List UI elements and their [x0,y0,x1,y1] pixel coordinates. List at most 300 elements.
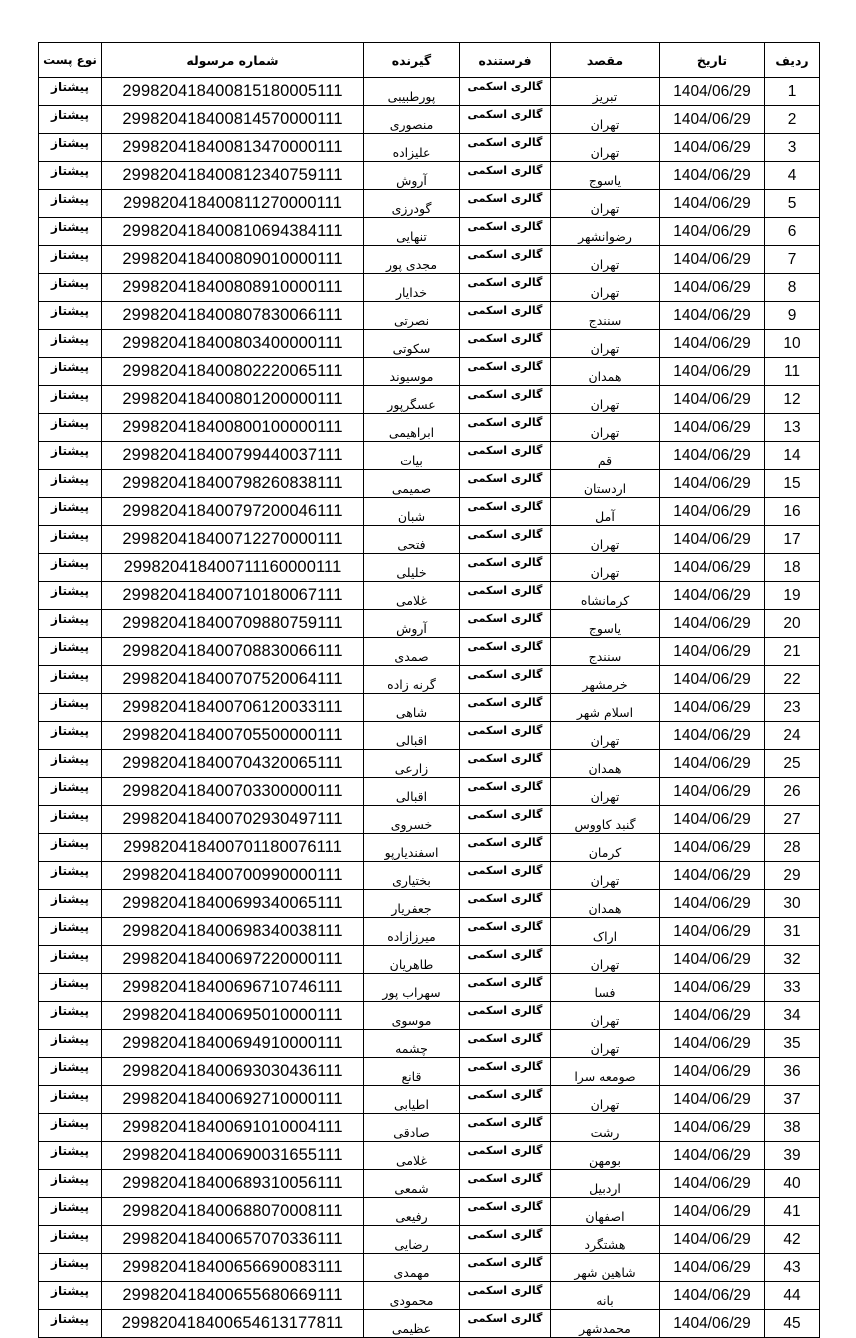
table-row [39,582,820,610]
row-number-cell: 6 [765,218,820,246]
date-cell: 1404/06/29 [660,554,765,582]
receiver-cell: پورطبیبی [364,78,460,106]
tracking-number-cell: 299820418400693030436111 [102,1058,364,1086]
tracking-number-cell: 299820418400815180005111 [102,78,364,106]
tracking-number-cell: 299820418400692710000111 [102,1086,364,1114]
table-row [39,386,820,414]
row-number-cell: 41 [765,1198,820,1226]
destination-cell: تهران [551,246,660,274]
destination-cell: تهران [551,946,660,974]
sender-cell: گالری اسکمی [460,946,551,974]
sender-cell: گالری اسکمی [460,302,551,330]
destination-cell: تهران [551,414,660,442]
date-cell: 1404/06/29 [660,1086,765,1114]
sender-cell: گالری اسکمی [460,1142,551,1170]
table-row [39,1170,820,1198]
post-type-cell: پیشتاز [39,1142,102,1170]
row-number-cell: 16 [765,498,820,526]
table-row [39,778,820,806]
destination-cell: رشت [551,1114,660,1142]
tracking-number-cell: 299820418400704320065111 [102,750,364,778]
destination-cell: همدان [551,750,660,778]
receiver-cell: طاهریان [364,946,460,974]
tracking-number-cell: 299820418400695010000111 [102,1002,364,1030]
header-sender: فرستنده [460,43,551,78]
destination-cell: یاسوج [551,162,660,190]
table-row [39,610,820,638]
date-cell: 1404/06/29 [660,1030,765,1058]
receiver-cell: آروش [364,162,460,190]
sender-cell: گالری اسکمی [460,1002,551,1030]
sender-cell: گالری اسکمی [460,638,551,666]
row-number-cell: 12 [765,386,820,414]
tracking-number-cell: 299820418400657070336111 [102,1226,364,1254]
receiver-cell: خلیلی [364,554,460,582]
destination-cell: قم [551,442,660,470]
shipment-sheet [38,42,812,1338]
table-row [39,554,820,582]
receiver-cell: شمعی [364,1170,460,1198]
date-cell: 1404/06/29 [660,722,765,750]
table-row [39,246,820,274]
date-cell: 1404/06/29 [660,974,765,1002]
row-number-cell: 37 [765,1086,820,1114]
row-number-cell: 18 [765,554,820,582]
post-type-cell: پیشتاز [39,442,102,470]
tracking-number-cell: 299820418400654613177811 [102,1310,364,1338]
receiver-cell: خدایار [364,274,460,302]
header-receiver: گیرنده [364,43,460,78]
destination-cell: کرمان [551,834,660,862]
date-cell: 1404/06/29 [660,750,765,778]
tracking-number-cell: 299820418400802220065111 [102,358,364,386]
sender-cell: گالری اسکمی [460,470,551,498]
destination-cell: کرمانشاه [551,582,660,610]
tracking-number-cell: 299820418400702930497111 [102,806,364,834]
sender-cell: گالری اسکمی [460,1282,551,1310]
row-number-cell: 4 [765,162,820,190]
date-cell: 1404/06/29 [660,134,765,162]
receiver-cell: گودرزی [364,190,460,218]
destination-cell: همدان [551,358,660,386]
post-type-cell: پیشتاز [39,694,102,722]
date-cell: 1404/06/29 [660,218,765,246]
tracking-number-cell: 299820418400700990000111 [102,862,364,890]
row-number-cell: 15 [765,470,820,498]
table-row [39,1058,820,1086]
post-type-cell: پیشتاز [39,750,102,778]
table-row [39,666,820,694]
receiver-cell: بیات [364,442,460,470]
receiver-cell: مهمدی [364,1254,460,1282]
destination-cell: خرمشهر [551,666,660,694]
receiver-cell: شبان [364,498,460,526]
sender-cell: گالری اسکمی [460,134,551,162]
post-type-cell: پیشتاز [39,386,102,414]
row-number-cell: 39 [765,1142,820,1170]
table-row [39,1086,820,1114]
row-number-cell: 11 [765,358,820,386]
sender-cell: گالری اسکمی [460,498,551,526]
receiver-cell: قانع [364,1058,460,1086]
post-type-cell: پیشتاز [39,806,102,834]
table-row [39,862,820,890]
tracking-number-cell: 299820418400807830066111 [102,302,364,330]
sender-cell: گالری اسکمی [460,890,551,918]
table-row [39,414,820,442]
table-row [39,1114,820,1142]
post-type-cell: پیشتاز [39,78,102,106]
post-type-cell: پیشتاز [39,358,102,386]
row-number-cell: 21 [765,638,820,666]
receiver-cell: صمیمی [364,470,460,498]
date-cell: 1404/06/29 [660,414,765,442]
date-cell: 1404/06/29 [660,946,765,974]
receiver-cell: صمدی [364,638,460,666]
destination-cell: هشتگرد [551,1226,660,1254]
table-body [39,78,820,1338]
sender-cell: گالری اسکمی [460,582,551,610]
date-cell: 1404/06/29 [660,442,765,470]
post-type-cell: پیشتاز [39,918,102,946]
table-row [39,302,820,330]
receiver-cell: گرنه زاده [364,666,460,694]
date-cell: 1404/06/29 [660,274,765,302]
destination-cell: تهران [551,386,660,414]
destination-cell: گنبد کاووس [551,806,660,834]
date-cell: 1404/06/29 [660,470,765,498]
destination-cell: اسلام شهر [551,694,660,722]
table-row [39,806,820,834]
table-row [39,358,820,386]
post-type-cell: پیشتاز [39,1002,102,1030]
post-type-cell: پیشتاز [39,554,102,582]
tracking-number-cell: 299820418400811270000111 [102,190,364,218]
receiver-cell: فتحی [364,526,460,554]
row-number-cell: 22 [765,666,820,694]
destination-cell: فسا [551,974,660,1002]
sender-cell: گالری اسکمی [460,190,551,218]
receiver-cell: میرزازاده [364,918,460,946]
table-row [39,162,820,190]
tracking-number-cell: 299820418400696710746111 [102,974,364,1002]
table-row [39,1310,820,1338]
sender-cell: گالری اسکمی [460,834,551,862]
row-number-cell: 26 [765,778,820,806]
receiver-cell: سهراب پور [364,974,460,1002]
sender-cell: گالری اسکمی [460,778,551,806]
destination-cell: تهران [551,106,660,134]
table-row [39,498,820,526]
destination-cell: تبریز [551,78,660,106]
post-type-cell: پیشتاز [39,1198,102,1226]
tracking-number-cell: 299820418400801200000111 [102,386,364,414]
receiver-cell: غلامی [364,582,460,610]
post-type-cell: پیشتاز [39,778,102,806]
date-cell: 1404/06/29 [660,582,765,610]
date-cell: 1404/06/29 [660,1310,765,1338]
destination-cell: تهران [551,554,660,582]
row-number-cell: 20 [765,610,820,638]
post-type-cell: پیشتاز [39,246,102,274]
row-number-cell: 25 [765,750,820,778]
date-cell: 1404/06/29 [660,386,765,414]
row-number-cell: 34 [765,1002,820,1030]
receiver-cell: اقبالی [364,778,460,806]
sender-cell: گالری اسکمی [460,274,551,302]
row-number-cell: 10 [765,330,820,358]
post-type-cell: پیشتاز [39,890,102,918]
header-row-number: ردیف [765,43,820,78]
receiver-cell: بختیاری [364,862,460,890]
row-number-cell: 35 [765,1030,820,1058]
table-row [39,106,820,134]
post-type-cell: پیشتاز [39,638,102,666]
destination-cell: بومهن [551,1142,660,1170]
tracking-number-cell: 299820418400709880759111 [102,610,364,638]
receiver-cell: آروش [364,610,460,638]
table-row [39,1282,820,1310]
row-number-cell: 24 [765,722,820,750]
table-row [39,330,820,358]
post-type-cell: پیشتاز [39,134,102,162]
receiver-cell: رضایی [364,1226,460,1254]
post-type-cell: پیشتاز [39,218,102,246]
tracking-number-cell: 299820418400694910000111 [102,1030,364,1058]
header-date: تاریخ [660,43,765,78]
post-type-cell: پیشتاز [39,498,102,526]
destination-cell: شاهین شهر [551,1254,660,1282]
date-cell: 1404/06/29 [660,78,765,106]
date-cell: 1404/06/29 [660,1170,765,1198]
sender-cell: گالری اسکمی [460,722,551,750]
receiver-cell: سکوتی [364,330,460,358]
post-type-cell: پیشتاز [39,1254,102,1282]
sender-cell: گالری اسکمی [460,610,551,638]
tracking-number-cell: 299820418400688070008111 [102,1198,364,1226]
destination-cell: تهران [551,330,660,358]
table-header-row [39,43,820,78]
receiver-cell: رفیعی [364,1198,460,1226]
date-cell: 1404/06/29 [660,246,765,274]
row-number-cell: 9 [765,302,820,330]
date-cell: 1404/06/29 [660,106,765,134]
tracking-number-cell: 299820418400708830066111 [102,638,364,666]
destination-cell: تهران [551,274,660,302]
destination-cell: تهران [551,1086,660,1114]
sender-cell: گالری اسکمی [460,162,551,190]
date-cell: 1404/06/29 [660,1114,765,1142]
date-cell: 1404/06/29 [660,862,765,890]
sender-cell: گالری اسکمی [460,442,551,470]
sender-cell: گالری اسکمی [460,974,551,1002]
date-cell: 1404/06/29 [660,302,765,330]
row-number-cell: 45 [765,1310,820,1338]
date-cell: 1404/06/29 [660,1282,765,1310]
row-number-cell: 13 [765,414,820,442]
date-cell: 1404/06/29 [660,806,765,834]
destination-cell: سنندج [551,302,660,330]
date-cell: 1404/06/29 [660,498,765,526]
tracking-number-cell: 299820418400703300000111 [102,778,364,806]
post-type-cell: پیشتاز [39,1114,102,1142]
sender-cell: گالری اسکمی [460,358,551,386]
sender-cell: گالری اسکمی [460,1254,551,1282]
tracking-number-cell: 299820418400689310056111 [102,1170,364,1198]
sender-cell: گالری اسکمی [460,414,551,442]
table-row [39,750,820,778]
sender-cell: گالری اسکمی [460,1030,551,1058]
destination-cell: تهران [551,134,660,162]
date-cell: 1404/06/29 [660,666,765,694]
tracking-number-cell: 299820418400656690083111 [102,1254,364,1282]
post-type-cell: پیشتاز [39,582,102,610]
receiver-cell: جعفریار [364,890,460,918]
post-type-cell: پیشتاز [39,862,102,890]
row-number-cell: 17 [765,526,820,554]
table-row [39,918,820,946]
date-cell: 1404/06/29 [660,834,765,862]
row-number-cell: 31 [765,918,820,946]
date-cell: 1404/06/29 [660,1142,765,1170]
date-cell: 1404/06/29 [660,638,765,666]
sender-cell: گالری اسکمی [460,526,551,554]
post-type-cell: پیشتاز [39,834,102,862]
sender-cell: گالری اسکمی [460,1086,551,1114]
row-number-cell: 7 [765,246,820,274]
sender-cell: گالری اسکمی [460,694,551,722]
table-row [39,890,820,918]
tracking-number-cell: 299820418400691010004111 [102,1114,364,1142]
tracking-number-cell: 299820418400699340065111 [102,890,364,918]
post-type-cell: پیشتاز [39,946,102,974]
date-cell: 1404/06/29 [660,694,765,722]
row-number-cell: 3 [765,134,820,162]
row-number-cell: 28 [765,834,820,862]
row-number-cell: 42 [765,1226,820,1254]
shipment-table [38,42,820,1338]
sender-cell: گالری اسکمی [460,666,551,694]
destination-cell: رضوانشهر [551,218,660,246]
row-number-cell: 32 [765,946,820,974]
row-number-cell: 19 [765,582,820,610]
tracking-number-cell: 299820418400797200046111 [102,498,364,526]
tracking-number-cell: 299820418400808910000111 [102,274,364,302]
date-cell: 1404/06/29 [660,778,765,806]
post-type-cell: پیشتاز [39,470,102,498]
row-number-cell: 36 [765,1058,820,1086]
tracking-number-cell: 299820418400690031655111 [102,1142,364,1170]
receiver-cell: تنهایی [364,218,460,246]
destination-cell: تهران [551,526,660,554]
receiver-cell: شاهی [364,694,460,722]
sender-cell: گالری اسکمی [460,554,551,582]
post-type-cell: پیشتاز [39,526,102,554]
post-type-cell: پیشتاز [39,1310,102,1338]
post-type-cell: پیشتاز [39,1226,102,1254]
destination-cell: اردبیل [551,1170,660,1198]
receiver-cell: نصرتی [364,302,460,330]
table-row [39,834,820,862]
table-row [39,274,820,302]
post-type-cell: پیشتاز [39,106,102,134]
destination-cell: همدان [551,890,660,918]
table-row [39,974,820,1002]
row-number-cell: 2 [765,106,820,134]
sender-cell: گالری اسکمی [460,1226,551,1254]
header-tracking-number: شماره مرسوله [102,43,364,78]
receiver-cell: صادقی [364,1114,460,1142]
post-type-cell: پیشتاز [39,302,102,330]
tracking-number-cell: 299820418400655680669111 [102,1282,364,1310]
tracking-number-cell: 299820418400814570000111 [102,106,364,134]
date-cell: 1404/06/29 [660,190,765,218]
destination-cell: تهران [551,1030,660,1058]
tracking-number-cell: 299820418400701180076111 [102,834,364,862]
tracking-number-cell: 299820418400712270000111 [102,526,364,554]
tracking-number-cell: 299820418400810694384111 [102,218,364,246]
receiver-cell: اطیابی [364,1086,460,1114]
date-cell: 1404/06/29 [660,1198,765,1226]
sender-cell: گالری اسکمی [460,1058,551,1086]
receiver-cell: عسگرپور [364,386,460,414]
receiver-cell: خسروی [364,806,460,834]
date-cell: 1404/06/29 [660,918,765,946]
row-number-cell: 43 [765,1254,820,1282]
date-cell: 1404/06/29 [660,358,765,386]
date-cell: 1404/06/29 [660,330,765,358]
receiver-cell: اقبالی [364,722,460,750]
table-row [39,470,820,498]
destination-cell: تهران [551,190,660,218]
destination-cell: صومعه سرا [551,1058,660,1086]
row-number-cell: 40 [765,1170,820,1198]
receiver-cell: منصوری [364,106,460,134]
tracking-number-cell: 299820418400706120033111 [102,694,364,722]
sender-cell: گالری اسکمی [460,106,551,134]
date-cell: 1404/06/29 [660,1058,765,1086]
row-number-cell: 29 [765,862,820,890]
destination-cell: اصفهان [551,1198,660,1226]
date-cell: 1404/06/29 [660,610,765,638]
row-number-cell: 44 [765,1282,820,1310]
tracking-number-cell: 299820418400803400000111 [102,330,364,358]
receiver-cell: زارعی [364,750,460,778]
date-cell: 1404/06/29 [660,1254,765,1282]
row-number-cell: 30 [765,890,820,918]
sender-cell: گالری اسکمی [460,1114,551,1142]
receiver-cell: موسوی [364,1002,460,1030]
post-type-cell: پیشتاز [39,330,102,358]
sender-cell: گالری اسکمی [460,386,551,414]
header-post-type: نوع پست [39,43,102,78]
sender-cell: گالری اسکمی [460,1198,551,1226]
table-row [39,1002,820,1030]
table-row [39,1030,820,1058]
tracking-number-cell: 299820418400812340759111 [102,162,364,190]
row-number-cell: 27 [765,806,820,834]
sender-cell: گالری اسکمی [460,918,551,946]
receiver-cell: اسفندیارپو [364,834,460,862]
sender-cell: گالری اسکمی [460,218,551,246]
table-row [39,78,820,106]
tracking-number-cell: 299820418400798260838111 [102,470,364,498]
sender-cell: گالری اسکمی [460,1170,551,1198]
post-type-cell: پیشتاز [39,1086,102,1114]
post-type-cell: پیشتاز [39,414,102,442]
destination-cell: محمدشهر [551,1310,660,1338]
receiver-cell: علیزاده [364,134,460,162]
